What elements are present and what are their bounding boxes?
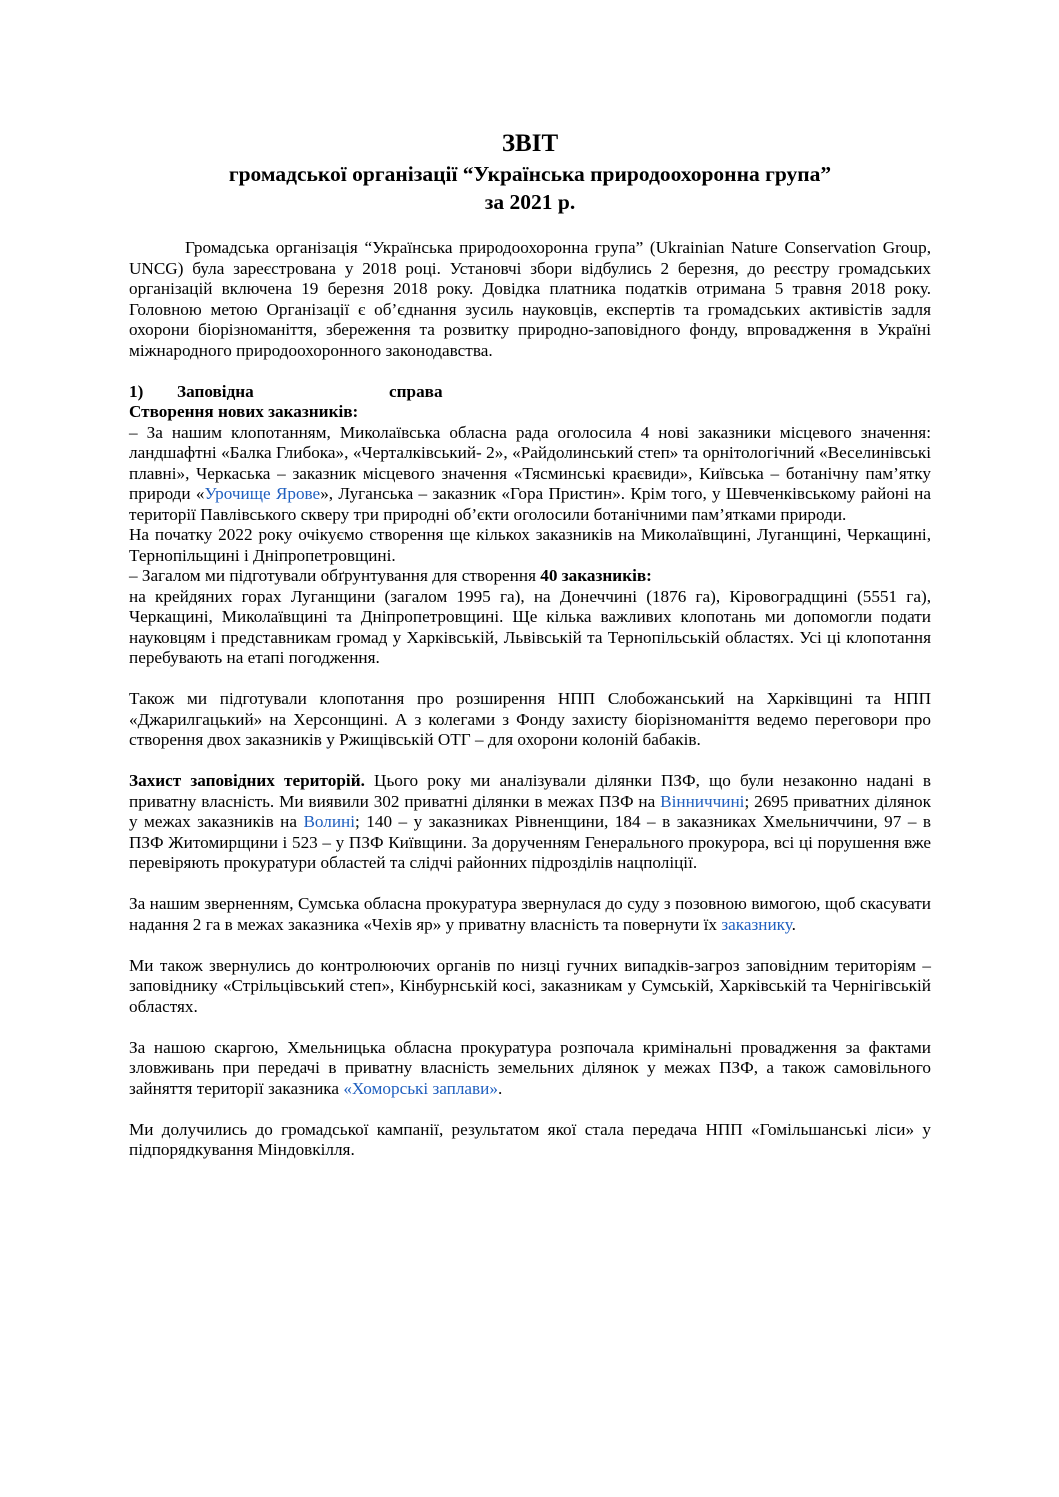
report-subtitle: громадської організації “Українська природоохоронна група” xyxy=(228,162,832,186)
paragraph-control-bodies: Ми також звернулись до контролюючих органів по низці гучних випадків-загроз заповідним територіям – заповіднику «Стрільцівський степ», Кінбурнській косі, заказникам у Сумській, Харківській та Чернігівській областях. xyxy=(129,955,931,1016)
paragraph-npp-expansion: Також ми підготували клопотання про розширення НПП Слобожанський на Харківщині та НПП «Джарилгацький» на Херсонщині. А з колегами з Фонду захисту біорізноманіття ведемо переговори про створення двох заказників у Ржищівській ОТГ – для охорони колоній бабаків. xyxy=(129,689,931,749)
text: За нашим зверненням, Сумська обласна прокуратура звернулася до суду з позовною вимогою, щоб скасувати надання 2 га в межах заказника «Чехів яр» у приватну власність та повернути їх xyxy=(129,894,931,934)
text: . xyxy=(791,914,796,934)
link-vinnychchyna[interactable]: Вінниччині xyxy=(660,791,745,811)
document-content xyxy=(129,128,931,1161)
bold-protection-heading: Захист заповідних територій. xyxy=(129,771,365,790)
text: За нашою скаргою, Хмельницька обласна прокуратура розпочала кримінальні провадження за фактами зловживань при передачі в приватну власність земельних ділянок у межах ПЗФ, а також самовільного зайняття території заказника xyxy=(129,1037,931,1098)
text: ; 140 – у заказниках Рівненщини, 184 – в заказниках Хмельниччини, 97 – в ПЗФ Житомирщини і 523 – у ПЗФ Київщини. За дорученням Генерального прокурора, всі ці порушення вже перевіряють прокуратури областей та слідчі районних підрозділів нацполіції. xyxy=(129,812,931,872)
title-block xyxy=(129,128,931,216)
text: ; 2695 приватних ділянок у межах заказників на xyxy=(129,791,931,831)
link-zakaznyk[interactable]: заказнику xyxy=(721,914,792,934)
paragraph-protection xyxy=(129,771,931,874)
paragraph-40-reserves xyxy=(129,566,931,587)
link-volyn[interactable]: Волині xyxy=(303,812,356,831)
paragraph-khmelnytskyi xyxy=(129,1038,931,1100)
text: Цього року ми аналізували ділянки ПЗФ, що були незаконно надані в приватну власність. Ми виявили 302 приватні ділянки в межах ПЗФ на xyxy=(129,771,931,811)
paragraph-new-reserves xyxy=(129,423,931,526)
intro-paragraph: Громадська організація “Українська природоохоронна група” (Ukrainian Nature Conservation Group, UNCG) була зареєстрована у 2018 році. Установчі збори відбулись 2 березня, до реєстру громадських організацій включена 19 березня 2018 року. Довідка платника податків отримана 5 травня 2018 року. Головною метою Організації є об’єднання зусиль науковців, експертів та громадських активістів задля охорони біорізноманіття, збереження та розвитку природно-заповідного фонду, впровадження в Україні міжнародного природоохоронного законодавства. xyxy=(129,238,931,360)
bold-40-reserves: 40 заказників: xyxy=(540,566,652,585)
text: . xyxy=(497,1078,503,1098)
section-heading xyxy=(129,382,931,403)
link-urochyshche-yarove[interactable]: Урочище Ярове xyxy=(204,484,321,503)
subheading-new-reserves: Створення нових заказників: xyxy=(129,402,359,421)
text: – Загалом ми підготували обґрунтування для створення xyxy=(129,566,541,585)
report-title: ЗВІТ xyxy=(501,130,559,157)
link-khomorski-zaplavy[interactable]: «Хоморські заплави» xyxy=(343,1078,498,1098)
section-title-word2: справа xyxy=(389,381,443,401)
text: », Луганська – заказник «Гора Пристин». Крім того, у Шевченківському районі на території Павлівського скверу три природні об’єкти оголосили ботанічними пам’ятками природи. xyxy=(129,484,932,524)
paragraph-campaign: Ми долучились до громадської кампанії, результатом якої стала передача НПП «Гомільшанські ліси» у підпорядкування Міндовкілля. xyxy=(129,1119,931,1159)
text: – За нашим клопотанням, Миколаївська обласна рада оголосила 4 нові заказники місцевого значення: ландшафтні «Балка Глибока», «Черталківський- 2», «Райдолинський степ» та орнітологічний «Веселинівські плавні», Черкаська – заказник місцевого значення «Тясминські краєвиди», Київська – ботанічну пам’ятку природи « xyxy=(129,422,931,503)
paragraph-sumy xyxy=(129,894,931,935)
paragraph-2022-plans: На початку 2022 року очікуємо створення ще кількох заказників на Миколаївщині, Луганщині, Черкащині, Тернопільщині і Дніпропетровщині. xyxy=(129,525,931,565)
section-number: 1) xyxy=(129,381,144,401)
paragraph-regions: на крейдяних горах Луганщини (загалом 1995 га), на Донеччині (1876 га), Кіровоградщині (5551 га), Черкащині, Миколаївщині та Дніпропетровщині. Ще кілька важливих клопотань ми допомогли подати науковцям і представникам громад у Харківській, Львівській та Тернопільській областях. Усі ці клопотання перебувають на етапі погодження. xyxy=(129,586,931,667)
section-title-word1: Заповідна xyxy=(177,381,254,401)
report-period: за 2021 р. xyxy=(484,190,576,214)
